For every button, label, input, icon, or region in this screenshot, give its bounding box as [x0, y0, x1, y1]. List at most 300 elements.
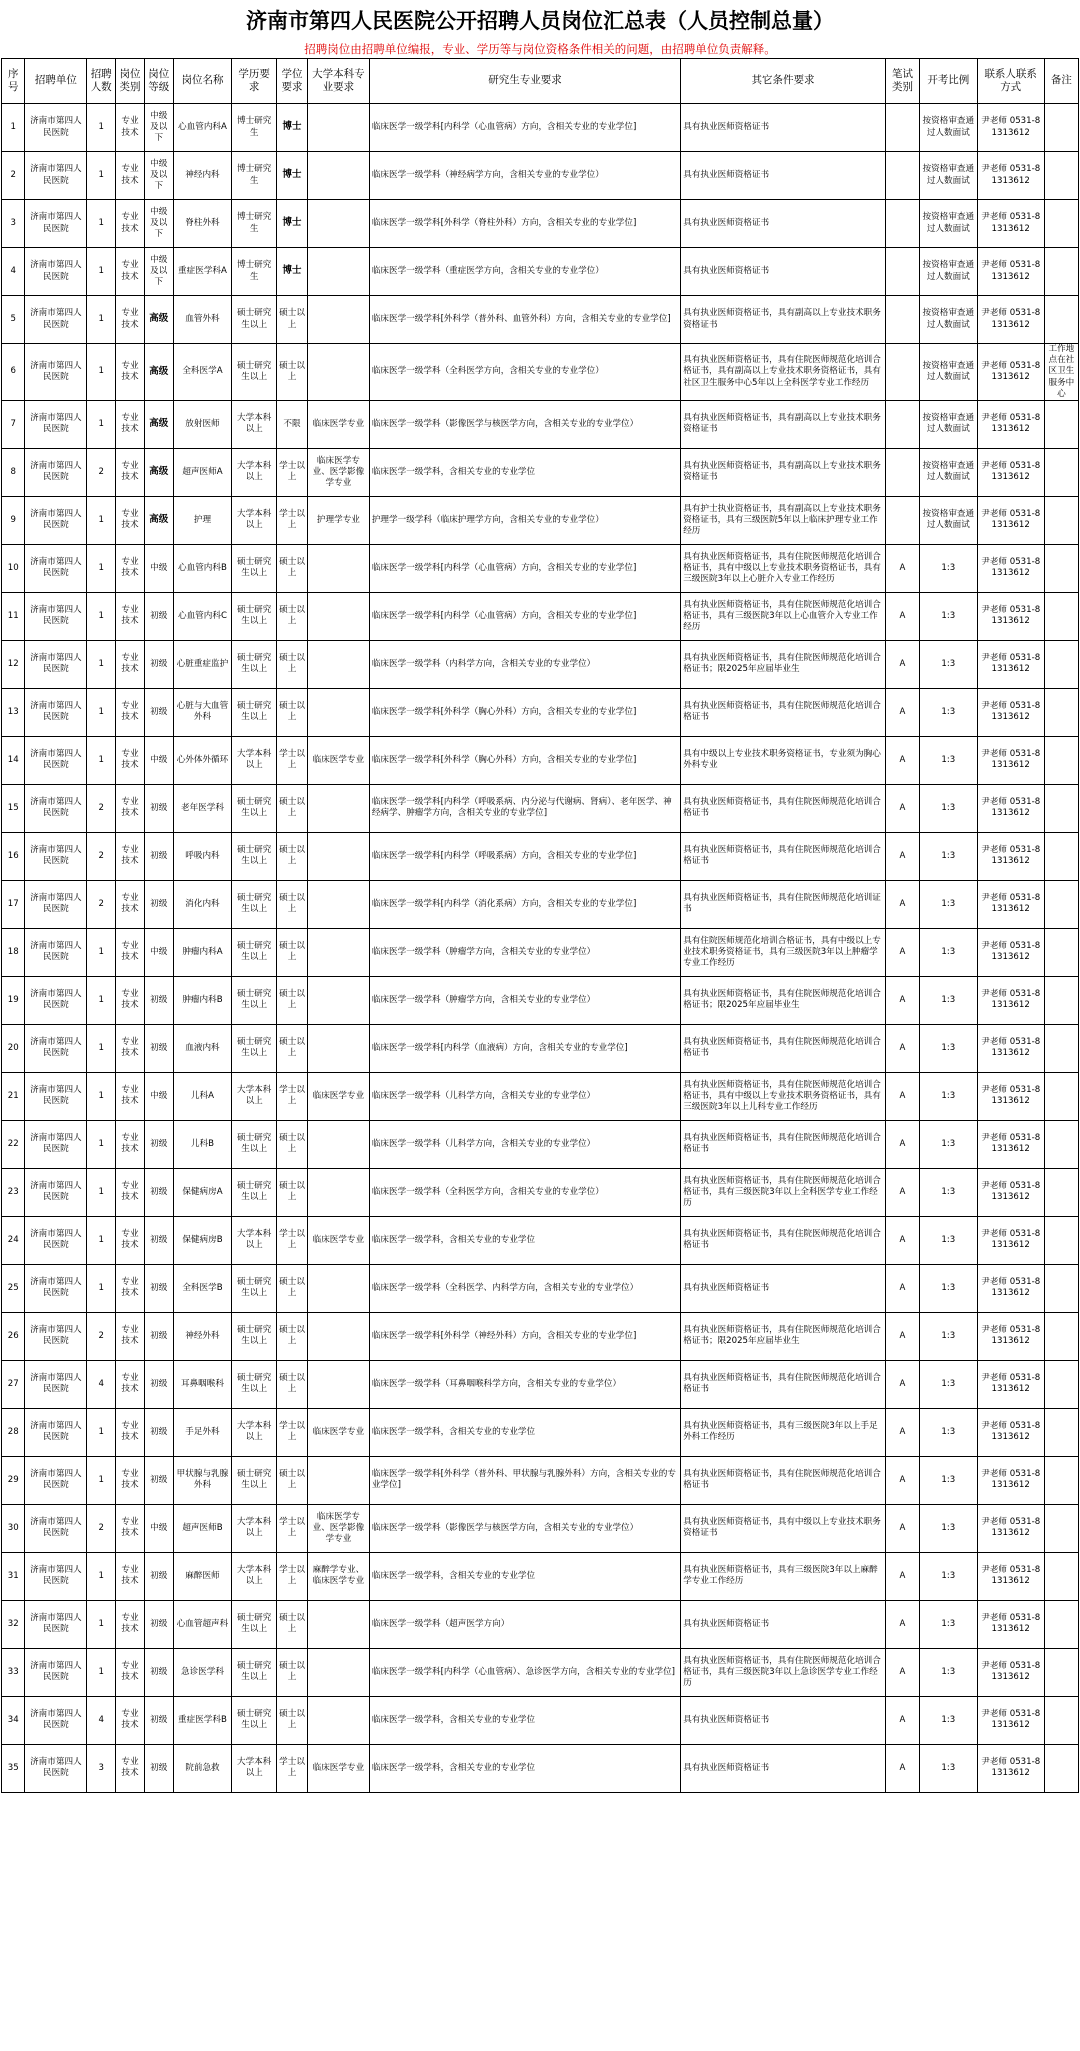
col-exam-type-cell: A: [885, 1696, 919, 1744]
col-ratio-cell: 按资格审查通过人数面试: [920, 496, 978, 544]
col-contact-cell: 尹老师 0531-81313612: [977, 592, 1044, 640]
col-level-cell: 初级: [144, 1360, 173, 1408]
col-level-cell: 中级: [144, 1504, 173, 1552]
col-undergrad-major-cell: [307, 1264, 369, 1312]
col-other-requirements-cell: 具有执业医师资格证书，具有住院医师规范化培训合格证书，具有中级以上专业技术职务资格证书，具有三级医院3年以上儿科专业工作经历: [681, 1072, 886, 1120]
col-category-cell: 专业技术: [116, 832, 145, 880]
col-index-cell: 1: [2, 104, 25, 152]
col-undergrad-major-cell: [307, 832, 369, 880]
col-exam-type-cell: A: [885, 832, 919, 880]
col-unit-cell: 济南市第四人民医院: [25, 296, 87, 344]
col-undergrad-major-cell: [307, 248, 369, 296]
col-grad-major-cell: 临床医学一级学科[外科学（普外科、血管外科）方向，含相关专业的专业学位]: [369, 296, 680, 344]
table-row: [2, 152, 1079, 200]
col-degree-cell: 博士: [277, 248, 308, 296]
col-degree-cell: 硕士以上: [277, 1120, 308, 1168]
col-grad-major-cell: 临床医学一级学科[外科学（脊柱外科）方向，含相关专业的专业学位]: [369, 200, 680, 248]
header-col-degree: 学位要求: [277, 59, 308, 104]
notice-text: 招聘岗位由招聘单位编报，专业、学历等与岗位资格条件相关的问题，由招聘单位负责解释。: [304, 42, 776, 56]
col-undergrad-major-cell: [307, 880, 369, 928]
col-exam-type-cell: A: [885, 1360, 919, 1408]
col-undergrad-major-cell: [307, 1360, 369, 1408]
col-ratio-cell: 1:3: [920, 1408, 978, 1456]
col-degree-cell: 学士以上: [277, 1552, 308, 1600]
col-exam-type-cell: A: [885, 1408, 919, 1456]
header-col-contact: 联系人联系方式: [977, 59, 1044, 104]
col-level-cell: 中级: [144, 736, 173, 784]
table-row: [2, 400, 1079, 448]
col-undergrad-major-cell: 临床医学专业: [307, 400, 369, 448]
col-other-requirements-cell: 具有执业医师资格证书，具有中级以上专业技术职务资格证书: [681, 1504, 886, 1552]
col-exam-type-cell: [885, 248, 919, 296]
col-exam-type-cell: A: [885, 1456, 919, 1504]
col-unit-cell: 济南市第四人民医院: [25, 592, 87, 640]
col-category-cell: 专业技术: [116, 1264, 145, 1312]
col-degree-cell: 学士以上: [277, 496, 308, 544]
col-level-cell: 高级: [144, 448, 173, 496]
col-exam-type-cell: A: [885, 1168, 919, 1216]
col-category-cell: 专业技术: [116, 1504, 145, 1552]
col-exam-type-cell: A: [885, 976, 919, 1024]
col-education-cell: 博士研究生: [232, 152, 277, 200]
col-position-cell: 神经内科: [173, 152, 232, 200]
col-remarks-cell: [1044, 104, 1078, 152]
col-undergrad-major-cell: [307, 1648, 369, 1696]
col-category-cell: 专业技术: [116, 496, 145, 544]
col-education-cell: 大学本科以上: [232, 496, 277, 544]
col-ratio-cell: 1:3: [920, 1312, 978, 1360]
col-remarks-cell: [1044, 1744, 1078, 1792]
col-index-cell: 6: [2, 344, 25, 401]
col-contact-cell: 尹老师 0531-81313612: [977, 400, 1044, 448]
col-education-cell: 大学本科以上: [232, 1408, 277, 1456]
col-count-cell: 1: [87, 400, 116, 448]
col-unit-cell: 济南市第四人民医院: [25, 640, 87, 688]
col-count-cell: 1: [87, 496, 116, 544]
col-position-cell: 心血管内科A: [173, 104, 232, 152]
header-col-undergrad-major: 大学本科专业要求: [307, 59, 369, 104]
col-count-cell: 1: [87, 1600, 116, 1648]
col-undergrad-major-cell: [307, 1312, 369, 1360]
col-other-requirements-cell: 具有执业医师资格证书，具有住院医师规范化培训合格证书，具有副高以上专业技术职务资格证书，具有社区卫生服务中心5年以上全科医学专业工作经历: [681, 344, 886, 401]
col-index-cell: 27: [2, 1360, 25, 1408]
col-ratio-cell: 1:3: [920, 880, 978, 928]
col-unit-cell: 济南市第四人民医院: [25, 784, 87, 832]
col-undergrad-major-cell: 临床医学专业: [307, 1072, 369, 1120]
col-degree-cell: 硕士以上: [277, 1264, 308, 1312]
col-undergrad-major-cell: 护理学专业: [307, 496, 369, 544]
col-contact-cell: 尹老师 0531-81313612: [977, 104, 1044, 152]
col-ratio-cell: 按资格审查通过人数面试: [920, 296, 978, 344]
col-education-cell: 硕士研究生以上: [232, 1456, 277, 1504]
col-ratio-cell: 1:3: [920, 1216, 978, 1264]
col-count-cell: 1: [87, 1072, 116, 1120]
col-degree-cell: 博士: [277, 104, 308, 152]
col-unit-cell: 济南市第四人民医院: [25, 688, 87, 736]
col-exam-type-cell: A: [885, 736, 919, 784]
col-contact-cell: 尹老师 0531-81313612: [977, 1120, 1044, 1168]
col-grad-major-cell: 临床医学一级学科（肿瘤学方向，含相关专业的专业学位）: [369, 928, 680, 976]
col-remarks-cell: [1044, 1312, 1078, 1360]
col-category-cell: 专业技术: [116, 544, 145, 592]
col-contact-cell: 尹老师 0531-81313612: [977, 736, 1044, 784]
col-category-cell: 专业技术: [116, 1456, 145, 1504]
col-degree-cell: 硕士以上: [277, 344, 308, 401]
col-level-cell: 初级: [144, 1312, 173, 1360]
col-exam-type-cell: A: [885, 1312, 919, 1360]
col-ratio-cell: 按资格审查通过人数面试: [920, 448, 978, 496]
col-grad-major-cell: 临床医学一级学科[内科学（心血管病）方向，含相关专业的专业学位]: [369, 592, 680, 640]
col-index-cell: 14: [2, 736, 25, 784]
col-grad-major-cell: 临床医学一级学科[内科学（呼吸系病、内分泌与代谢病、肾病）、老年医学、神经病学、肿瘤学方向，含相关专业的专业学位]: [369, 784, 680, 832]
col-grad-major-cell: 临床医学一级学科[内科学（消化系病）方向，含相关专业的专业学位]: [369, 880, 680, 928]
col-ratio-cell: 按资格审查通过人数面试: [920, 344, 978, 401]
col-exam-type-cell: A: [885, 1264, 919, 1312]
col-unit-cell: 济南市第四人民医院: [25, 1168, 87, 1216]
col-category-cell: 专业技术: [116, 640, 145, 688]
col-other-requirements-cell: 具有执业医师资格证书，具有住院医师规范化培训合格证书: [681, 1216, 886, 1264]
col-remarks-cell: [1044, 1216, 1078, 1264]
col-level-cell: 高级: [144, 344, 173, 401]
col-category-cell: 专业技术: [116, 928, 145, 976]
col-level-cell: 中级: [144, 928, 173, 976]
col-index-cell: 26: [2, 1312, 25, 1360]
col-other-requirements-cell: 具有执业医师资格证书: [681, 1744, 886, 1792]
col-other-requirements-cell: 具有执业医师资格证书，具有住院医师规范化培训合格证书；限2025年应届毕业生: [681, 1312, 886, 1360]
col-education-cell: 硕士研究生以上: [232, 976, 277, 1024]
col-position-cell: 全科医学B: [173, 1264, 232, 1312]
col-count-cell: 1: [87, 976, 116, 1024]
col-count-cell: 1: [87, 640, 116, 688]
table-row: [2, 448, 1079, 496]
header-col-index: 序号: [2, 59, 25, 104]
table-row: [2, 688, 1079, 736]
col-unit-cell: 济南市第四人民医院: [25, 1264, 87, 1312]
col-unit-cell: 济南市第四人民医院: [25, 1552, 87, 1600]
col-contact-cell: 尹老师 0531-81313612: [977, 1552, 1044, 1600]
col-ratio-cell: 1:3: [920, 1648, 978, 1696]
col-position-cell: 心脏重症监护: [173, 640, 232, 688]
table-row: [2, 1312, 1079, 1360]
col-position-cell: 脊柱外科: [173, 200, 232, 248]
col-unit-cell: 济南市第四人民医院: [25, 1600, 87, 1648]
col-degree-cell: 硕士以上: [277, 928, 308, 976]
col-category-cell: 专业技术: [116, 592, 145, 640]
col-contact-cell: 尹老师 0531-81313612: [977, 1072, 1044, 1120]
col-level-cell: 中级及以下: [144, 248, 173, 296]
col-exam-type-cell: A: [885, 1648, 919, 1696]
col-count-cell: 1: [87, 344, 116, 401]
col-index-cell: 31: [2, 1552, 25, 1600]
col-position-cell: 心脏与大血管外科: [173, 688, 232, 736]
header-col-unit: 招聘单位: [25, 59, 87, 104]
col-remarks-cell: [1044, 592, 1078, 640]
col-count-cell: 2: [87, 832, 116, 880]
col-contact-cell: 尹老师 0531-81313612: [977, 248, 1044, 296]
col-grad-major-cell: 临床医学一级学科，含相关专业的专业学位: [369, 1408, 680, 1456]
col-degree-cell: 硕士以上: [277, 688, 308, 736]
col-other-requirements-cell: 具有执业医师资格证书，具有三级医院3年以上麻醉学专业工作经历: [681, 1552, 886, 1600]
col-ratio-cell: 1:3: [920, 1264, 978, 1312]
col-ratio-cell: 1:3: [920, 976, 978, 1024]
col-category-cell: 专业技术: [116, 784, 145, 832]
col-category-cell: 专业技术: [116, 200, 145, 248]
col-exam-type-cell: A: [885, 592, 919, 640]
col-position-cell: 儿科B: [173, 1120, 232, 1168]
col-count-cell: 1: [87, 1408, 116, 1456]
col-level-cell: 初级: [144, 784, 173, 832]
recruitment-table: [1, 58, 1079, 1793]
col-education-cell: 硕士研究生以上: [232, 296, 277, 344]
col-remarks-cell: [1044, 976, 1078, 1024]
col-undergrad-major-cell: [307, 344, 369, 401]
col-undergrad-major-cell: [307, 200, 369, 248]
col-unit-cell: 济南市第四人民医院: [25, 1504, 87, 1552]
col-count-cell: 1: [87, 1120, 116, 1168]
col-undergrad-major-cell: 临床医学专业: [307, 1744, 369, 1792]
col-remarks-cell: [1044, 1120, 1078, 1168]
col-education-cell: 硕士研究生以上: [232, 1360, 277, 1408]
col-education-cell: 博士研究生: [232, 200, 277, 248]
col-degree-cell: 学士以上: [277, 1504, 308, 1552]
col-education-cell: 硕士研究生以上: [232, 1600, 277, 1648]
col-exam-type-cell: A: [885, 1024, 919, 1072]
col-degree-cell: 学士以上: [277, 448, 308, 496]
col-exam-type-cell: A: [885, 1600, 919, 1648]
col-degree-cell: 硕士以上: [277, 976, 308, 1024]
col-level-cell: 初级: [144, 1216, 173, 1264]
table-row: [2, 1552, 1079, 1600]
col-category-cell: 专业技术: [116, 736, 145, 784]
header-col-ratio: 开考比例: [920, 59, 978, 104]
col-position-cell: 血管外科: [173, 296, 232, 344]
col-ratio-cell: 1:3: [920, 1456, 978, 1504]
col-category-cell: 专业技术: [116, 1696, 145, 1744]
col-unit-cell: 济南市第四人民医院: [25, 544, 87, 592]
col-level-cell: 初级: [144, 880, 173, 928]
col-index-cell: 12: [2, 640, 25, 688]
col-remarks-cell: [1044, 736, 1078, 784]
col-grad-major-cell: 护理学一级学科（临床护理学方向，含相关专业的专业学位）: [369, 496, 680, 544]
col-index-cell: 16: [2, 832, 25, 880]
col-count-cell: 1: [87, 544, 116, 592]
col-other-requirements-cell: 具有执业医师资格证书，具有住院医师规范化培训合格证书，具有三级医院3年以上全科医学专业工作经历: [681, 1168, 886, 1216]
col-contact-cell: 尹老师 0531-81313612: [977, 1696, 1044, 1744]
col-position-cell: 心血管内科C: [173, 592, 232, 640]
col-index-cell: 23: [2, 1168, 25, 1216]
col-ratio-cell: 1:3: [920, 928, 978, 976]
col-education-cell: 硕士研究生以上: [232, 1264, 277, 1312]
col-education-cell: 硕士研究生以上: [232, 544, 277, 592]
col-other-requirements-cell: 具有执业医师资格证书，具有住院医师规范化培训合格证书: [681, 1360, 886, 1408]
table-row: [2, 1408, 1079, 1456]
table-body: [2, 104, 1079, 1793]
table-row: [2, 200, 1079, 248]
header-col-grad-major: 研究生专业要求: [369, 59, 680, 104]
col-exam-type-cell: A: [885, 1072, 919, 1120]
col-index-cell: 32: [2, 1600, 25, 1648]
col-index-cell: 34: [2, 1696, 25, 1744]
col-contact-cell: 尹老师 0531-81313612: [977, 1312, 1044, 1360]
table-row: [2, 248, 1079, 296]
col-grad-major-cell: 临床医学一级学科（儿科学方向，含相关专业的专业学位）: [369, 1120, 680, 1168]
col-undergrad-major-cell: [307, 1696, 369, 1744]
col-remarks-cell: [1044, 400, 1078, 448]
col-unit-cell: 济南市第四人民医院: [25, 496, 87, 544]
col-index-cell: 18: [2, 928, 25, 976]
col-undergrad-major-cell: [307, 688, 369, 736]
col-unit-cell: 济南市第四人民医院: [25, 736, 87, 784]
col-degree-cell: 学士以上: [277, 1408, 308, 1456]
col-contact-cell: 尹老师 0531-81313612: [977, 1264, 1044, 1312]
col-education-cell: 硕士研究生以上: [232, 1312, 277, 1360]
col-exam-type-cell: A: [885, 640, 919, 688]
table-row: [2, 1216, 1079, 1264]
col-other-requirements-cell: 具有护士执业资格证书，具有副高以上专业技术职务资格证书，具有三级医院5年以上临床护理专业工作经历: [681, 496, 886, 544]
col-undergrad-major-cell: [307, 1600, 369, 1648]
col-grad-major-cell: 临床医学一级学科（全科医学方向，含相关专业的专业学位）: [369, 1168, 680, 1216]
col-degree-cell: 硕士以上: [277, 544, 308, 592]
col-exam-type-cell: [885, 496, 919, 544]
col-grad-major-cell: 临床医学一级学科，含相关专业的专业学位: [369, 1744, 680, 1792]
col-unit-cell: 济南市第四人民医院: [25, 1024, 87, 1072]
col-unit-cell: 济南市第四人民医院: [25, 928, 87, 976]
col-other-requirements-cell: 具有执业医师资格证书，具有三级医院3年以上手足外科工作经历: [681, 1408, 886, 1456]
table-row: [2, 544, 1079, 592]
col-unit-cell: 济南市第四人民医院: [25, 1696, 87, 1744]
col-remarks-cell: [1044, 496, 1078, 544]
col-count-cell: 1: [87, 1024, 116, 1072]
table-row: [2, 784, 1079, 832]
col-other-requirements-cell: 具有执业医师资格证书: [681, 1264, 886, 1312]
col-degree-cell: 硕士以上: [277, 880, 308, 928]
table-row: [2, 1696, 1079, 1744]
col-unit-cell: 济南市第四人民医院: [25, 1072, 87, 1120]
col-degree-cell: 博士: [277, 200, 308, 248]
col-other-requirements-cell: 具有执业医师资格证书，具有住院医师规范化培训合格证书: [681, 832, 886, 880]
col-index-cell: 35: [2, 1744, 25, 1792]
col-remarks-cell: [1044, 1360, 1078, 1408]
col-other-requirements-cell: 具有执业医师资格证书，具有住院医师规范化培训合格证书，具有三级医院3年以上急诊医学专业工作经历: [681, 1648, 886, 1696]
col-remarks-cell: [1044, 1504, 1078, 1552]
col-undergrad-major-cell: [307, 296, 369, 344]
col-exam-type-cell: A: [885, 544, 919, 592]
col-index-cell: 22: [2, 1120, 25, 1168]
col-undergrad-major-cell: [307, 1168, 369, 1216]
col-education-cell: 硕士研究生以上: [232, 344, 277, 401]
col-undergrad-major-cell: [307, 1024, 369, 1072]
col-grad-major-cell: 临床医学一级学科（耳鼻咽喉科学方向，含相关专业的专业学位）: [369, 1360, 680, 1408]
col-other-requirements-cell: 具有执业医师资格证书: [681, 248, 886, 296]
col-ratio-cell: 1:3: [920, 1696, 978, 1744]
col-unit-cell: 济南市第四人民医院: [25, 152, 87, 200]
col-contact-cell: 尹老师 0531-81313612: [977, 1360, 1044, 1408]
col-category-cell: 专业技术: [116, 1024, 145, 1072]
col-remarks-cell: [1044, 688, 1078, 736]
col-level-cell: 初级: [144, 1168, 173, 1216]
col-degree-cell: 硕士以上: [277, 1360, 308, 1408]
col-level-cell: 初级: [144, 832, 173, 880]
col-exam-type-cell: A: [885, 928, 919, 976]
col-exam-type-cell: [885, 344, 919, 401]
col-ratio-cell: 1:3: [920, 736, 978, 784]
col-unit-cell: 济南市第四人民医院: [25, 1408, 87, 1456]
col-undergrad-major-cell: [307, 592, 369, 640]
col-index-cell: 30: [2, 1504, 25, 1552]
col-count-cell: 2: [87, 880, 116, 928]
col-position-cell: 神经外科: [173, 1312, 232, 1360]
col-degree-cell: 学士以上: [277, 1744, 308, 1792]
col-degree-cell: 学士以上: [277, 1216, 308, 1264]
col-count-cell: 1: [87, 1168, 116, 1216]
col-grad-major-cell: 临床医学一级学科[内科学（心血管病）方向，含相关专业的专业学位]: [369, 544, 680, 592]
col-contact-cell: 尹老师 0531-81313612: [977, 296, 1044, 344]
col-level-cell: 初级: [144, 592, 173, 640]
col-contact-cell: 尹老师 0531-81313612: [977, 1216, 1044, 1264]
col-count-cell: 1: [87, 688, 116, 736]
col-other-requirements-cell: 具有执业医师资格证书，具有住院医师规范化培训合格证书: [681, 784, 886, 832]
table-row: [2, 1648, 1079, 1696]
col-ratio-cell: 按资格审查通过人数面试: [920, 104, 978, 152]
col-remarks-cell: [1044, 1264, 1078, 1312]
col-degree-cell: 硕士以上: [277, 1456, 308, 1504]
col-index-cell: 15: [2, 784, 25, 832]
col-count-cell: 1: [87, 104, 116, 152]
col-degree-cell: 硕士以上: [277, 1696, 308, 1744]
col-education-cell: 硕士研究生以上: [232, 640, 277, 688]
col-other-requirements-cell: 具有执业医师资格证书: [681, 152, 886, 200]
header-col-category: 岗位类别: [116, 59, 145, 104]
col-degree-cell: 不限: [277, 400, 308, 448]
col-contact-cell: 尹老师 0531-81313612: [977, 448, 1044, 496]
col-count-cell: 2: [87, 784, 116, 832]
col-contact-cell: 尹老师 0531-81313612: [977, 880, 1044, 928]
col-position-cell: 保健病房A: [173, 1168, 232, 1216]
col-level-cell: 初级: [144, 976, 173, 1024]
col-remarks-cell: [1044, 1600, 1078, 1648]
col-contact-cell: 尹老师 0531-81313612: [977, 496, 1044, 544]
col-position-cell: 保健病房B: [173, 1216, 232, 1264]
col-position-cell: 消化内科: [173, 880, 232, 928]
col-unit-cell: 济南市第四人民医院: [25, 1216, 87, 1264]
col-category-cell: 专业技术: [116, 400, 145, 448]
col-education-cell: 大学本科以上: [232, 400, 277, 448]
col-grad-major-cell: 临床医学一级学科（全科医学、内科学方向，含相关专业的专业学位）: [369, 1264, 680, 1312]
col-position-cell: 心血管内科B: [173, 544, 232, 592]
col-unit-cell: 济南市第四人民医院: [25, 880, 87, 928]
col-other-requirements-cell: 具有执业医师资格证书，具有住院医师规范化培训合格证书；限2025年应届毕业生: [681, 976, 886, 1024]
col-level-cell: 中级: [144, 544, 173, 592]
col-category-cell: 专业技术: [116, 1552, 145, 1600]
col-ratio-cell: 1:3: [920, 1168, 978, 1216]
col-count-cell: 1: [87, 928, 116, 976]
col-grad-major-cell: 临床医学一级学科[外科学（胸心外科）方向，含相关专业的专业学位]: [369, 736, 680, 784]
col-unit-cell: 济南市第四人民医院: [25, 400, 87, 448]
col-exam-type-cell: A: [885, 1216, 919, 1264]
col-other-requirements-cell: 具有执业医师资格证书，具有住院医师规范化培训合格证书: [681, 1456, 886, 1504]
col-count-cell: 3: [87, 1744, 116, 1792]
col-index-cell: 28: [2, 1408, 25, 1456]
col-ratio-cell: 按资格审查通过人数面试: [920, 248, 978, 296]
col-position-cell: 手足外科: [173, 1408, 232, 1456]
col-unit-cell: 济南市第四人民医院: [25, 1744, 87, 1792]
col-remarks-cell: [1044, 152, 1078, 200]
col-index-cell: 8: [2, 448, 25, 496]
col-exam-type-cell: A: [885, 880, 919, 928]
col-other-requirements-cell: 具有执业医师资格证书: [681, 1600, 886, 1648]
col-level-cell: 初级: [144, 1696, 173, 1744]
col-position-cell: 院前急救: [173, 1744, 232, 1792]
